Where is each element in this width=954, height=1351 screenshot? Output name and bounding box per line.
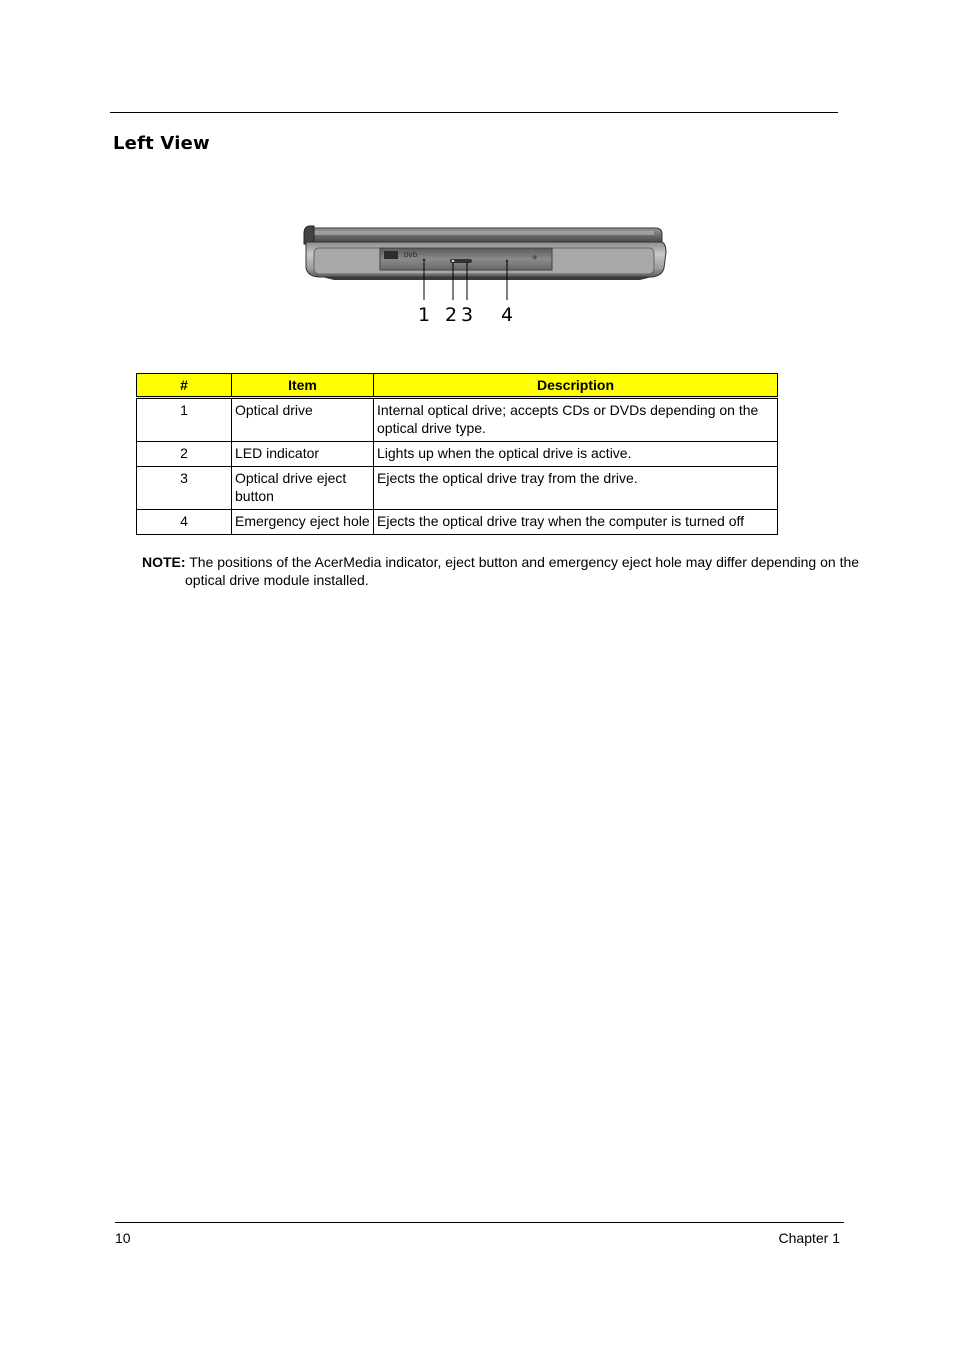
row-number: 4 <box>137 510 232 535</box>
header-description: Description <box>374 374 778 398</box>
chapter-label: Chapter 1 <box>778 1230 840 1246</box>
row-description: Internal optical drive; accepts CDs or DVDs depending on the optical drive type. <box>374 398 778 442</box>
note-label: NOTE: <box>142 554 186 570</box>
table-row <box>137 442 778 467</box>
laptop-left-view-illustration <box>300 222 670 327</box>
page-number: 10 <box>115 1230 131 1246</box>
row-number: 1 <box>137 398 232 442</box>
callout-4: 4 <box>500 304 514 326</box>
table-row <box>137 467 778 510</box>
table-row <box>137 510 778 535</box>
row-item: Optical drive <box>232 398 374 442</box>
items-table <box>136 373 778 535</box>
row-description: Ejects the optical drive tray when the computer is turned off <box>374 510 778 535</box>
row-description: Ejects the optical drive tray from the drive. <box>374 467 778 510</box>
row-number: 3 <box>137 467 232 510</box>
note-paragraph <box>142 553 885 589</box>
svg-text:◈: ◈ <box>532 253 538 261</box>
callout-1: 1 <box>417 304 431 326</box>
section-title: Left View <box>113 133 210 154</box>
callout-2: 2 <box>444 304 458 326</box>
note-text: The positions of the AcerMedia indicator, eject button and emergency eject hole may differ depending on the optical drive module installed. <box>185 554 860 588</box>
table-row <box>137 398 778 442</box>
header-item: Item <box>232 374 374 398</box>
row-item: Optical drive eject button <box>232 467 374 510</box>
header-number: # <box>137 374 232 398</box>
row-item: Emergency eject hole <box>232 510 374 535</box>
svg-text:DVD: DVD <box>404 252 418 259</box>
row-description: Lights up when the optical drive is active. <box>374 442 778 467</box>
callout-3: 3 <box>460 304 474 326</box>
bottom-rule <box>115 1222 844 1223</box>
laptop-left-view-figure <box>300 222 670 327</box>
row-item: LED indicator <box>232 442 374 467</box>
top-rule <box>110 112 838 113</box>
table-header-row <box>137 374 778 398</box>
row-number: 2 <box>137 442 232 467</box>
